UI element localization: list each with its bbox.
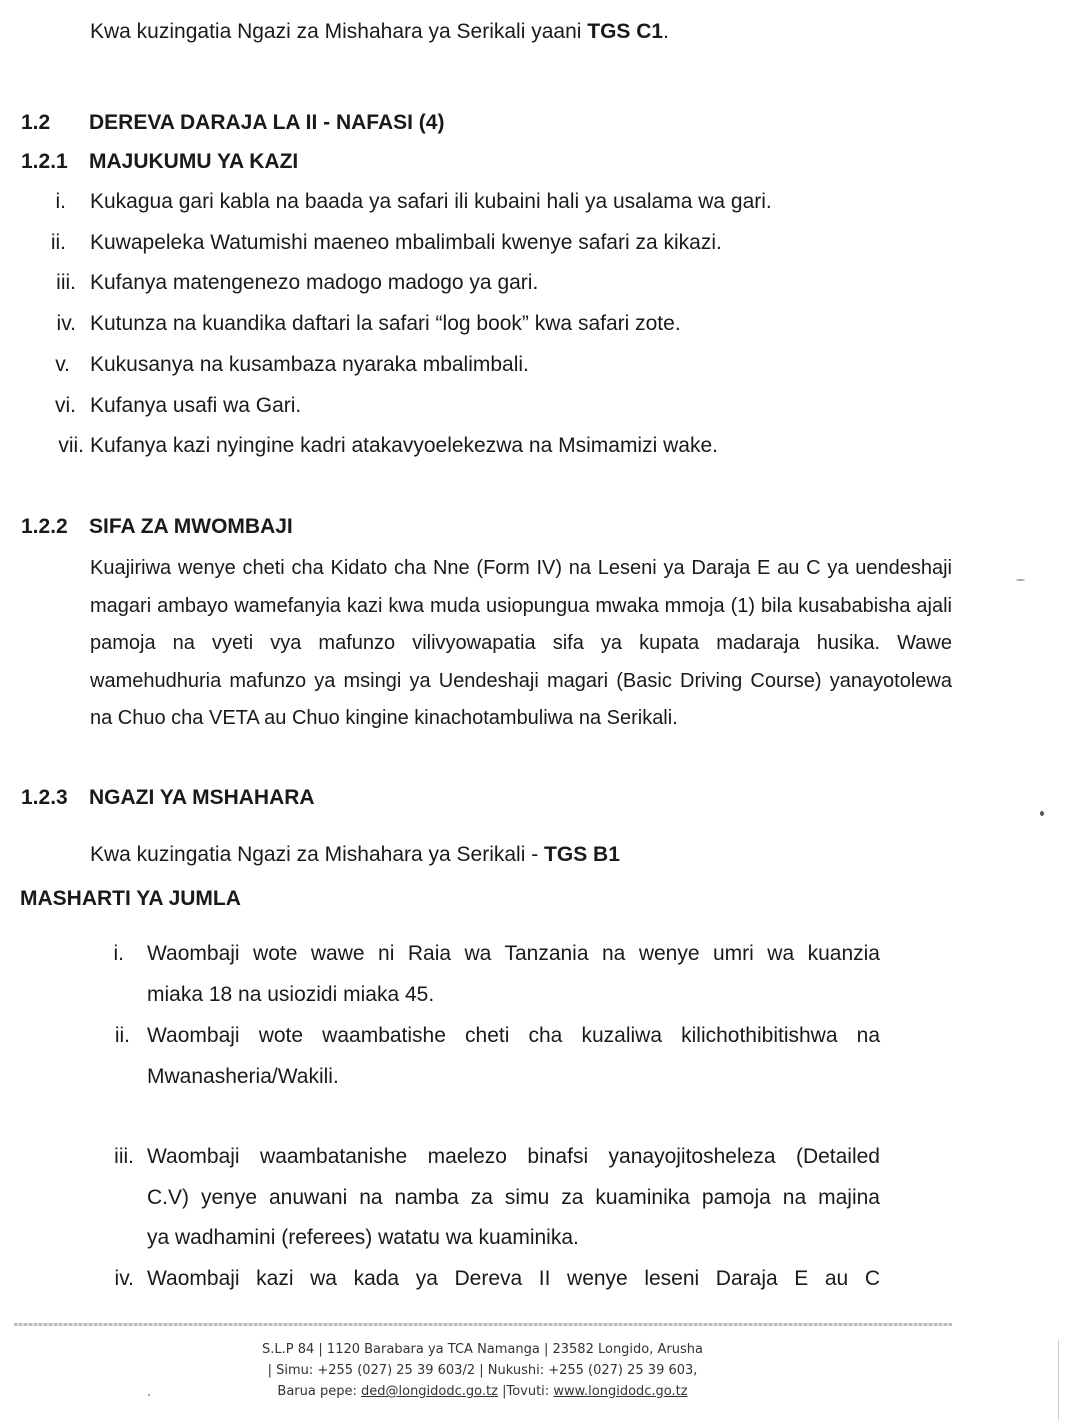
scan-speck bbox=[1016, 579, 1025, 581]
website-label: |Tovuti: bbox=[497, 1384, 554, 1399]
condition-text: Waombaji waambatanishe maelezo binafsi yanayojitosheleza (Detailed bbox=[147, 1145, 880, 1168]
section-1-2-1-title: MAJUKUMU YA KAZI bbox=[89, 150, 299, 173]
condition-number: iii. bbox=[114, 1145, 134, 1168]
condition-number: iv. bbox=[114, 1267, 134, 1290]
salary-text: Kwa kuzingatia Ngazi za Mishahara ya Serikali - bbox=[90, 843, 545, 866]
duty-number: vii. bbox=[58, 434, 84, 457]
section-1-2-3-number: 1.2.3 bbox=[21, 786, 68, 809]
condition-text: miaka 18 na usiozidi miaka 45. bbox=[147, 983, 435, 1006]
duty-item: Kutunza na kuandika daftari la safari “log book” kwa safari zote. bbox=[90, 312, 681, 335]
section-1-2-2-number: 1.2.2 bbox=[21, 515, 68, 538]
footer-divider bbox=[14, 1323, 952, 1326]
condition-text: Mwanasheria/Wakili. bbox=[147, 1065, 339, 1088]
duty-item: Kufanya usafi wa Gari. bbox=[90, 394, 302, 417]
footer-address: S.L.P 84 | 1120 Barabara ya TCA Namanga | 23582 Longido, Arusha bbox=[262, 1342, 703, 1357]
condition-text: C.V) yenye anuwani na namba za simu za kuaminika pamoja na majina bbox=[147, 1186, 880, 1209]
duty-item: Kufanya matengenezo madogo madogo ya gari. bbox=[90, 271, 539, 294]
section-1-2-2-title: SIFA ZA MWOMBAJI bbox=[89, 515, 293, 538]
section-1-2-title: DEREVA DARAJA LA II - NAFASI (4) bbox=[89, 111, 445, 134]
footer-contacts: | Simu: +255 (027) 25 39 603/2 | Nukushi: +255 (027) 25 39 603, bbox=[267, 1363, 698, 1378]
condition-text: Waombaji wote wawe ni Raia wa Tanzania na wenye umri wa kuanzia bbox=[147, 942, 880, 965]
footer-links bbox=[0, 1384, 965, 1399]
intro-line bbox=[90, 20, 669, 44]
duty-number: iii. bbox=[56, 271, 76, 294]
scan-speck bbox=[148, 1394, 150, 1396]
duty-item: Kuwapeleka Watumishi maeneo mbalimbali kwenye safari za kikazi. bbox=[90, 231, 722, 254]
intro-text: Kwa kuzingatia Ngazi za Mishahara ya Serikali yaani bbox=[90, 20, 588, 43]
duty-item: Kukusanya na kusambaza nyaraka mbalimbali. bbox=[90, 353, 529, 376]
qualifications-paragraph: Kuajiriwa wenye cheti cha Kidato cha Nne (Form IV) na Leseni ya Daraja E au C ya uendeshaji magari ambayo wamefanyia kazi kwa muda usiopungua mwaka mmoja (1) bila kusababisha ajali pamoja na vyeti vya mafunzo vilivyowapatia sifa ya kupata madaraja husika. Wawe wamehudhuria mafunzo ya msingi ya Uendeshaji magari (Basic Driving Course) yanayotolewa na Chuo cha VETA au Chuo kingine kinachotambuliwa na Serikali. bbox=[90, 557, 952, 729]
duty-number: iv. bbox=[56, 312, 76, 335]
section-1-2-1-number: 1.2.1 bbox=[21, 150, 68, 173]
section-1-2-3-title: NGAZI YA MSHAHARA bbox=[89, 786, 315, 809]
duty-number: v. bbox=[55, 353, 70, 376]
intro-grade: TGS C1 bbox=[587, 20, 664, 43]
scan-speck bbox=[1040, 811, 1044, 816]
intro-suffix: . bbox=[663, 20, 669, 43]
salary-grade: TGS B1 bbox=[544, 843, 620, 866]
email-link[interactable]: ded@longidodc.go.tz bbox=[361, 1384, 498, 1399]
condition-text: ya wadhamini (referees) watatu wa kuaminika. bbox=[147, 1226, 579, 1249]
duty-number: vi. bbox=[55, 394, 76, 417]
condition-text: Waombaji kazi wa kada ya Dereva II wenye leseni Daraja E au C bbox=[147, 1267, 880, 1290]
condition-number: ii. bbox=[114, 1024, 130, 1047]
salary-line bbox=[90, 843, 620, 867]
duty-item: Kufanya kazi nyingine kadri atakavyoelekezwa na Msimamizi wake. bbox=[90, 434, 718, 457]
general-conditions-title: MASHARTI YA JUMLA bbox=[20, 887, 241, 910]
website-link[interactable]: www.longidodc.go.tz bbox=[553, 1384, 688, 1399]
scan-edge bbox=[1058, 1340, 1059, 1421]
duty-number: ii. bbox=[50, 231, 66, 254]
email-label: Barua pepe: bbox=[277, 1384, 361, 1399]
condition-number: i. bbox=[113, 942, 124, 965]
condition-text: Waombaji wote waambatishe cheti cha kuzaliwa kilichothibitishwa na bbox=[147, 1024, 880, 1047]
duty-item: Kukagua gari kabla na baada ya safari ili kubaini hali ya usalama wa gari. bbox=[90, 190, 772, 213]
section-1-2-number: 1.2 bbox=[21, 111, 51, 134]
duty-number: i. bbox=[55, 190, 66, 213]
